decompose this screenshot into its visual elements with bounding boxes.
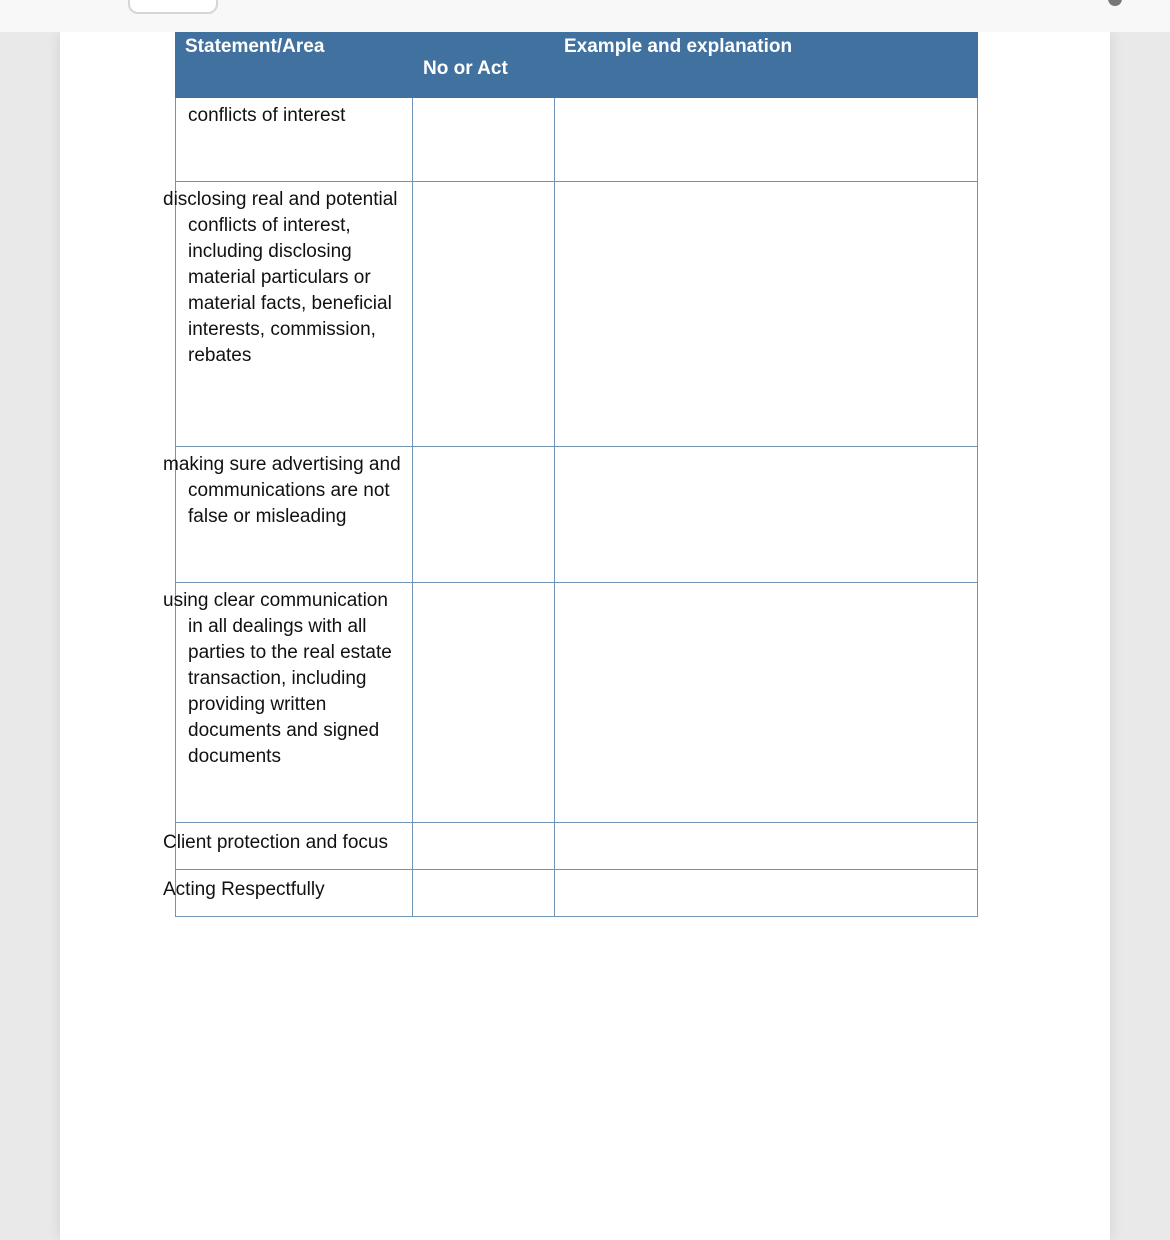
table-row: [176, 182, 978, 447]
statement-text: Client protection and focus: [163, 832, 388, 853]
assessment-table: [163, 32, 978, 917]
statement-text: using clear communication in all dealings with all parties to the real estate transaction, including providing written documents and signed documents: [163, 590, 392, 767]
example-cell[interactable]: [555, 447, 978, 583]
scroll-indicator[interactable]: [1108, 0, 1122, 6]
statement-cell: [163, 182, 413, 447]
yes-no-cell[interactable]: [413, 583, 555, 823]
table-row: [176, 870, 978, 917]
statement-text: making sure advertising and communications are not false or misleading: [163, 454, 401, 527]
statement-cell: [163, 583, 413, 823]
yes-no-cell[interactable]: [413, 870, 555, 917]
example-cell[interactable]: [555, 182, 978, 447]
toolbar-tab[interactable]: [128, 0, 218, 14]
yes-no-cell[interactable]: [413, 98, 555, 182]
document-page: [60, 32, 1110, 1240]
table-row: [176, 98, 978, 182]
statement-cell: [163, 870, 413, 917]
example-cell[interactable]: [555, 823, 978, 870]
statement-text: disclosing real and potential conflicts of interest, including disclosing material particulars or material facts, beneficial interests, commission, rebates: [163, 189, 398, 366]
example-cell[interactable]: [555, 583, 978, 823]
viewer-toolbar: [0, 0, 1170, 32]
table-header-row: [176, 33, 978, 98]
header-example: Example and explanation: [555, 33, 978, 98]
statement-cell: [163, 823, 413, 870]
yes-no-cell[interactable]: [413, 182, 555, 447]
statement-cell: [176, 98, 413, 182]
header-statement: Statement/Area: [176, 33, 413, 98]
statement-text: Acting Respectfully: [163, 879, 325, 900]
table-row: [176, 447, 978, 583]
yes-no-cell[interactable]: [413, 823, 555, 870]
table-row: [176, 823, 978, 870]
header-yes-no: No or Act: [413, 33, 555, 98]
example-cell[interactable]: [555, 870, 978, 917]
statement-cell: [163, 447, 413, 583]
example-cell[interactable]: [555, 98, 978, 182]
yes-no-cell[interactable]: [413, 447, 555, 583]
statement-text: conflicts of interest: [188, 105, 346, 126]
table-row: [176, 583, 978, 823]
